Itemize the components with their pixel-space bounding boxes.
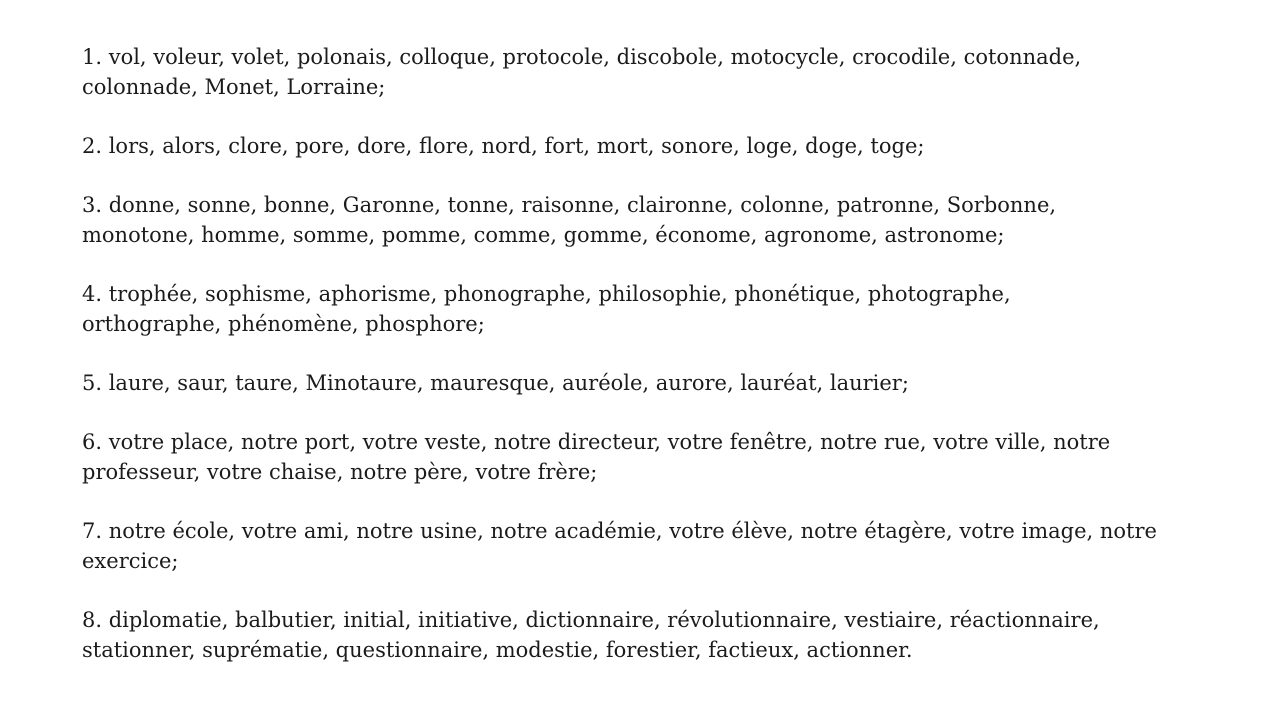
paragraph-4 <box>82 279 1242 339</box>
paragraph-line: 8. diplomatie, balbutier, initial, initiative, dictionnaire, révolutionnaire, vestiaire, réactionnaire, <box>82 608 1100 632</box>
paragraph-1 <box>82 42 1242 102</box>
paragraph-line: 6. votre place, notre port, votre veste, notre directeur, votre fenêtre, notre rue, votre ville, notre <box>82 430 1111 454</box>
paragraph-line: monotone, homme, somme, pomme, comme, gomme, économe, agronome, astronome; <box>82 223 1005 247</box>
paragraph-line: colonnade, Monet, Lorraine; <box>82 75 386 99</box>
paragraph-line: professeur, votre chaise, notre père, votre frère; <box>82 460 598 484</box>
paragraph-line: exercice; <box>82 549 179 573</box>
paragraph-line: 5. laure, saur, taure, Minotaure, mauresque, auréole, aurore, lauréat, laurier; <box>82 371 909 395</box>
paragraph-line: 1. vol, voleur, volet, polonais, colloque, protocole, discobole, motocycle, crocodile, cotonnade, <box>82 45 1082 69</box>
paragraph-line: 7. notre école, votre ami, notre usine, notre académie, votre élève, notre étagère, votre image, notre <box>82 519 1157 543</box>
paragraph-line: orthographe, phénomène, phosphore; <box>82 312 485 336</box>
paragraph-3 <box>82 190 1242 250</box>
paragraph-line: 4. trophée, sophisme, aphorisme, phonographe, philosophie, phonétique, photographe, <box>82 282 1011 306</box>
paragraph-line: 2. lors, alors, clore, pore, dore, flore, nord, fort, mort, sonore, loge, doge, toge; <box>82 134 925 158</box>
paragraph-line: stationner, suprématie, questionnaire, modestie, forestier, factieux, actionner. <box>82 638 913 662</box>
paragraph-line: 3. donne, sonne, bonne, Garonne, tonne, raisonne, claironne, colonne, patronne, Sorbonne, <box>82 193 1057 217</box>
document-body <box>82 42 1242 694</box>
paragraph-7 <box>82 516 1242 576</box>
paragraph-8 <box>82 605 1242 665</box>
paragraph-6 <box>82 427 1242 487</box>
paragraph-5 <box>82 368 1242 398</box>
paragraph-2 <box>82 131 1242 161</box>
